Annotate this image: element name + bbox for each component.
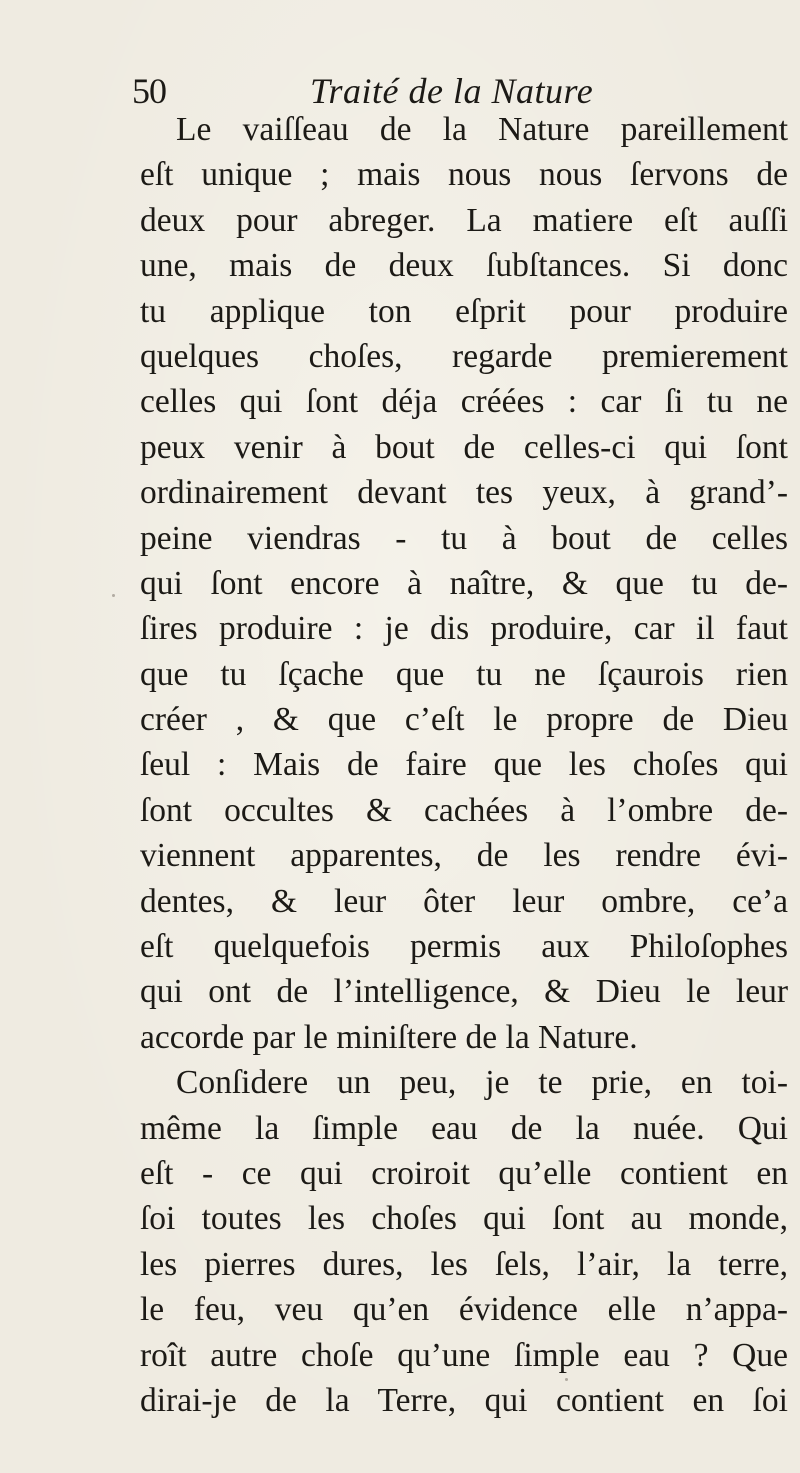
text-line: roît autre choſe qu’une ſimple eau ? Que xyxy=(140,1336,788,1374)
text-line: peux venir à bout de celles-ci qui ſont xyxy=(140,428,788,466)
text-line: dentes, & leur ôter leur ombre, ce’a xyxy=(140,882,788,920)
text-line: créer , & que c’eſt le propre de Dieu xyxy=(140,701,788,739)
body-text xyxy=(140,107,788,1423)
text-line: même la ſimple eau de la nuée. Qui xyxy=(140,1109,788,1147)
text-line: que tu ſçache que tu ne ſçaurois rien xyxy=(140,655,788,693)
text-line: eſt quelquefois permis aux Philoſophes xyxy=(140,928,788,966)
text-line: ſires produire : je dis produire, car il faut xyxy=(140,610,788,648)
text-line: ſont occultes & cachées à l’ombre de- xyxy=(140,791,788,829)
text-line: qui ſont encore à naître, & que tu de- xyxy=(140,564,788,602)
text-line: accorde par le miniſtere de la Nature. xyxy=(140,1018,638,1056)
text-line: qui ont de l’intelligence, & Dieu le leur xyxy=(140,973,788,1011)
paper-speck xyxy=(112,594,115,597)
text-line: tu applique ton eſprit pour produire xyxy=(140,292,788,330)
paper-speck xyxy=(565,1378,568,1381)
text-line: viennent apparentes, de les rendre évi- xyxy=(140,837,788,875)
text-line: eſt unique ; mais nous nous ſervons de xyxy=(140,156,788,194)
text-line: eſt - ce qui croiroit qu’elle contient en xyxy=(140,1154,788,1192)
text-line: les pierres dures, les ſels, l’air, la terre, xyxy=(140,1245,788,1283)
text-line: Conſidere un peu, je te prie, en toi- xyxy=(176,1064,788,1102)
text-line: quelques choſes, regarde premierement xyxy=(140,337,788,375)
text-line: ſeul : Mais de faire que les choſes qui xyxy=(140,746,788,784)
running-title: Traité de la Nature xyxy=(310,71,594,111)
text-line: ordinairement devant tes yeux, à grand’- xyxy=(140,474,788,512)
text-line: celles qui ſont déja créées : car ſi tu ne xyxy=(140,383,788,421)
text-line: ſoi toutes les choſes qui ſont au monde, xyxy=(140,1200,788,1238)
text-line: peine viendras - tu à bout de celles xyxy=(140,519,788,557)
text-line: dirai-je de la Terre, qui contient en ſoi xyxy=(140,1381,788,1419)
text-line: le feu, veu qu’en évidence elle n’appa- xyxy=(140,1291,788,1329)
text-line: une, mais de deux ſubſtances. Si donc xyxy=(140,247,788,285)
page-number: 50 xyxy=(132,71,166,111)
text-line: deux pour abreger. La matiere eſt auſſi xyxy=(140,201,788,239)
text-line: Le vaiſſeau de la Nature pareillement xyxy=(176,111,788,148)
